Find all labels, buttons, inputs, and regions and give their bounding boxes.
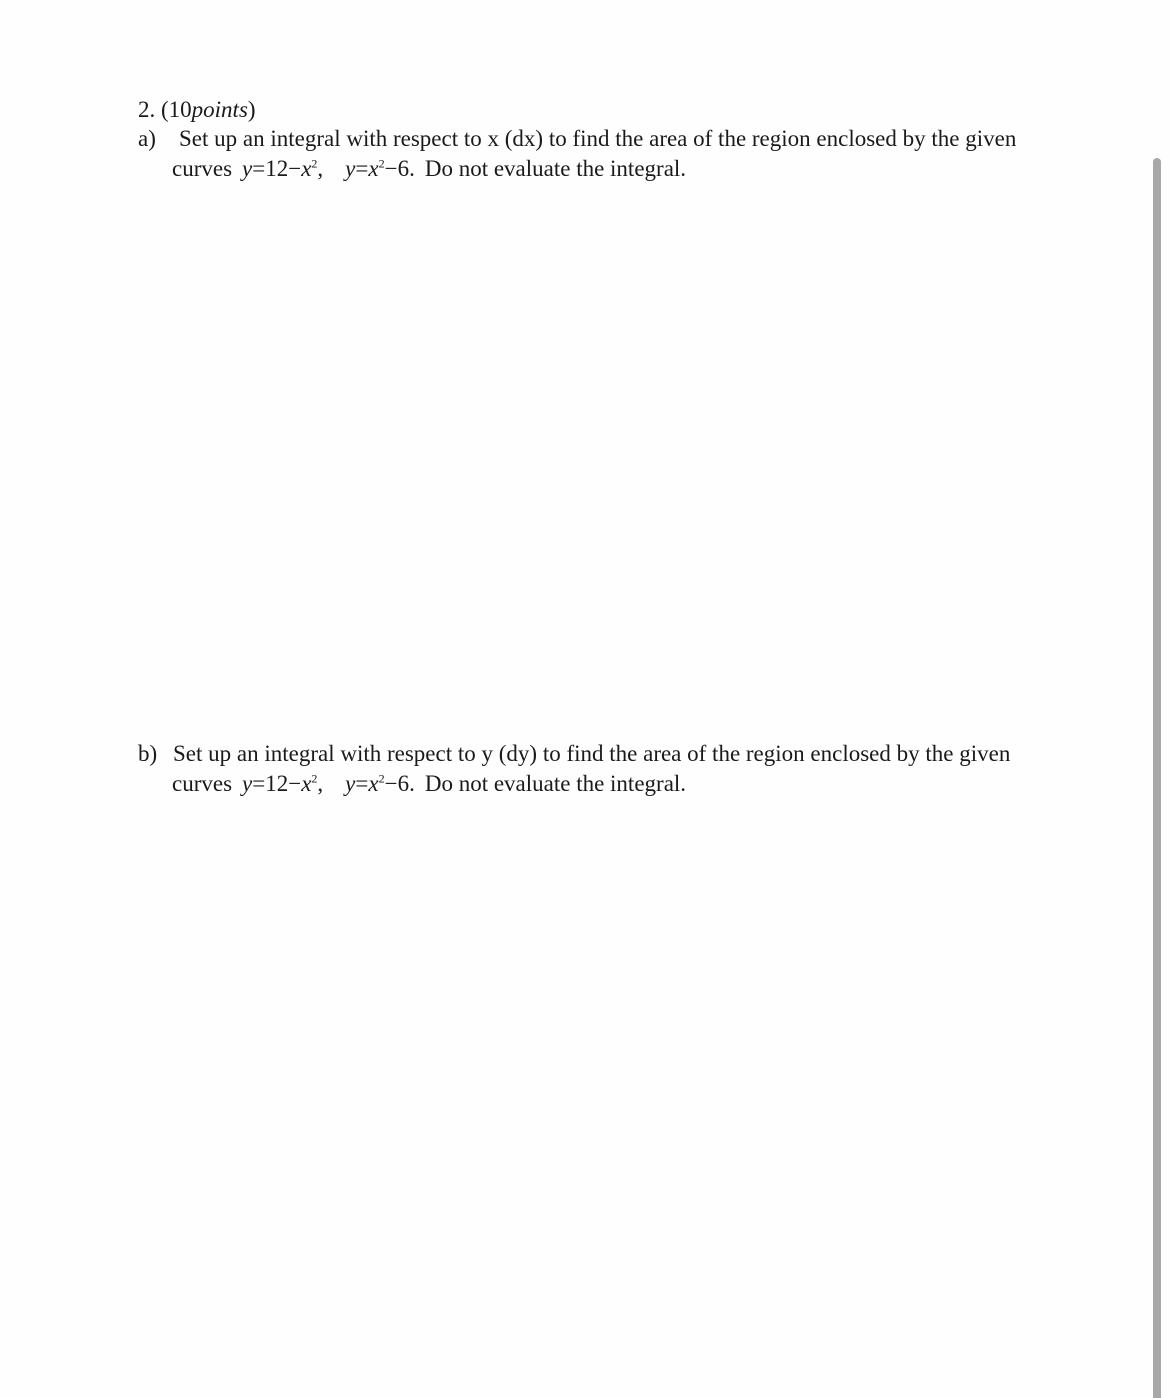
part-a-label: a) — [138, 126, 156, 151]
part-a-equation-1: $y=12-x^2$, — [242, 156, 324, 181]
question-header — [138, 96, 256, 124]
question-number: 2. — [138, 97, 156, 122]
points-word: points — [191, 97, 248, 122]
points-close: ) — [247, 97, 256, 122]
part-b-line1: Set up an integral with respect to y (dy) to find the area of the region enclosed by the given — [173, 741, 1011, 766]
part-a-equation-2: $y=x^2-6$. — [345, 156, 415, 181]
part-b-equation-2: $y=x^2-6$. — [345, 771, 415, 796]
part-b-label: b) — [138, 741, 158, 766]
part-b-line2 — [172, 770, 686, 798]
part-a-curves-word: curves — [172, 156, 233, 181]
part-a-line2 — [172, 155, 686, 183]
part-b-curves-word: curves — [172, 771, 233, 796]
part-b-equation-1: $y=12-x^2$, — [242, 771, 324, 796]
part-a-line1: Set up an integral with respect to x (dx) to find the area of the region enclosed by the given — [179, 126, 1017, 151]
part-a-instruction: Do not evaluate the integral. — [424, 156, 687, 181]
points-open: (10 — [161, 97, 192, 122]
part-b-instruction: Do not evaluate the integral. — [424, 771, 687, 796]
vertical-scrollbar[interactable] — [1153, 158, 1161, 1398]
